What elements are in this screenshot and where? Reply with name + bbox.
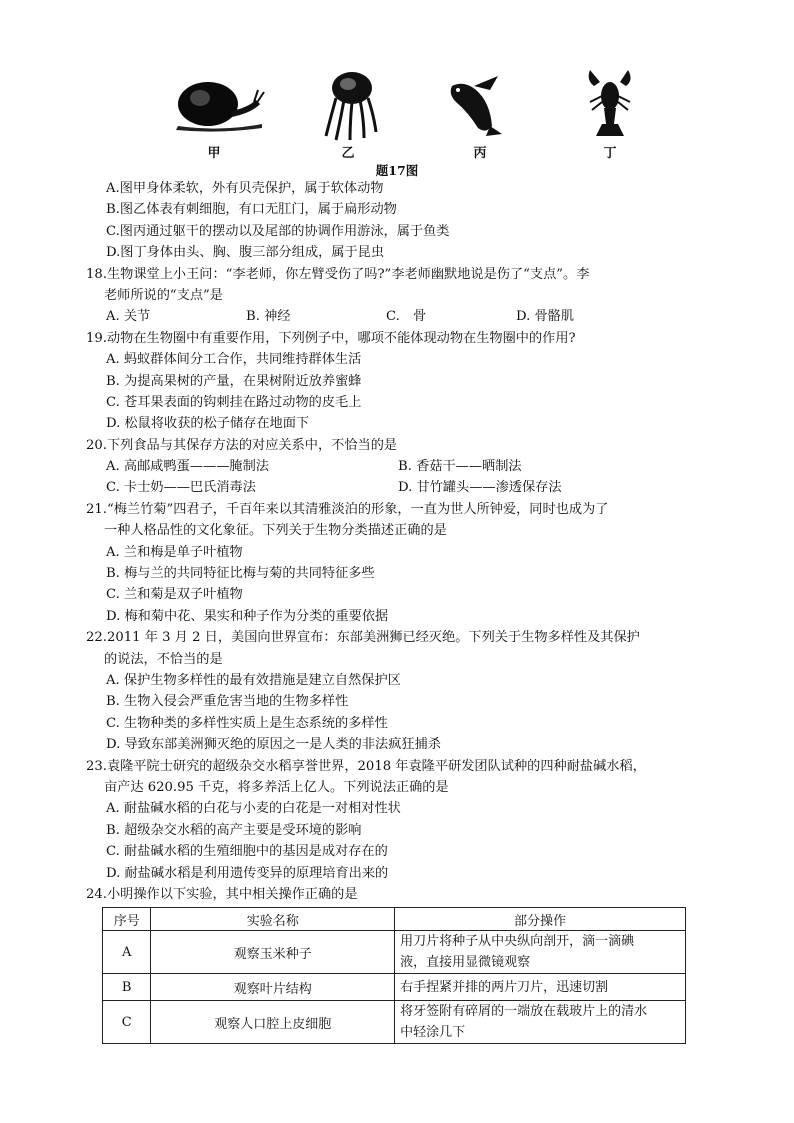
question-list xyxy=(86,178,686,1044)
q19-option-c: C. 苍耳果表面的钩刺挂在路过动物的皮毛上 xyxy=(106,394,362,410)
q18-stem-cont: 老师所说的“支点”是 xyxy=(104,287,223,303)
q17-option-d: D.图丁身体由头、胸、腹三部分组成，属于昆虫 xyxy=(106,245,385,261)
q18-options xyxy=(86,306,686,327)
row-b-id: B xyxy=(103,974,151,1001)
q24-table xyxy=(102,907,686,1044)
snail-icon xyxy=(170,80,270,132)
q23-option-d: D. 耐盐碱水稻是利用遗传变异的原理培育出来的 xyxy=(106,865,389,881)
q20-options-row1 xyxy=(86,456,686,477)
row-a-op xyxy=(395,931,686,974)
q21-stem-cont: 一种人格品性的文化象征。下列关于生物分类描述正确的是 xyxy=(104,523,447,539)
q20-option-a: A. 高邮咸鸭蛋———腌制法 xyxy=(106,459,269,475)
q19-option-d: D. 松鼠将收获的松子储存在地面下 xyxy=(106,416,310,432)
row-b-op xyxy=(395,974,686,1001)
q18-option-b: B. 神经 xyxy=(246,309,291,325)
q21-option-b: B. 梅与兰的共同特征比梅与菊的共同特征多些 xyxy=(106,566,375,582)
q22-option-a: A. 保护生物多样性的最有效措施是建立自然保护区 xyxy=(106,672,401,688)
q21-stem: 21.“梅兰竹菊”四君子，千百年来以其清雅淡泊的形象，一直为世人所钟爱，同时也成为了 xyxy=(86,501,609,517)
table-header-row xyxy=(103,908,686,931)
q23-option-a: A. 耐盐碱水稻的白花与小麦的白花是一对相对性状 xyxy=(106,801,401,817)
crayfish-icon xyxy=(580,66,640,140)
q24-stem: 24.小明操作以下实验，其中相关操作正确的是 xyxy=(86,886,358,902)
q22-option-b: B. 生物入侵会严重危害当地的生物多样性 xyxy=(106,694,349,710)
q23-option-c: C. 耐盐碱水稻的生殖细胞中的基因是成对存在的 xyxy=(106,844,388,860)
header-operation: 部分操作 xyxy=(395,908,686,931)
figure-label-ding: 丁 xyxy=(603,146,617,161)
q17-option-a: A.图甲身体柔软，外有贝壳保护，属于软体动物 xyxy=(106,181,384,196)
q23-stem: 23.袁隆平院士研究的超级杂交水稻享誉世界，2018 年袁隆平研发团队试种的四种耐盐碱水稻， xyxy=(86,758,646,774)
q22-option-d: D. 导致东部美洲狮灭绝的原因之一是人类的非法疯狂捕杀 xyxy=(106,737,441,753)
q22-option-c: C. 生物种类的多样性实质上是生态系统的多样性 xyxy=(106,715,388,731)
q20-option-b: B. 香菇干——晒制法 xyxy=(398,459,522,475)
header-index: 序号 xyxy=(103,908,151,931)
table-row xyxy=(103,931,686,974)
q18-option-d: D. 骨骼肌 xyxy=(516,309,575,325)
row-c-op xyxy=(395,1001,686,1044)
figure-label-yi: 乙 xyxy=(341,146,355,161)
row-a-id: A xyxy=(103,931,151,974)
figure-label-bing: 丙 xyxy=(473,146,487,161)
q19-stem: 19.动物在生物圈中有重要作用，下列例子中，哪项不能体现动物在生物圈中的作用? xyxy=(86,330,576,346)
q18-option-c: C. 骨 xyxy=(386,309,427,325)
q23-option-b: B. 超级杂交水稻的高产主要是受环境的影响 xyxy=(106,822,362,838)
table-row xyxy=(103,974,686,1001)
q19-option-a: A. 蚂蚁群体间分工合作，共同维持群体生活 xyxy=(106,352,362,368)
row-a-name: 观察玉米种子 xyxy=(151,931,395,974)
q19-option-b: B. 为提高果树的产量，在果树附近放养蜜蜂 xyxy=(106,373,362,389)
row-b-op-line1: 右手捏紧并排的两片刀片，迅速切割 xyxy=(400,979,609,995)
q20-option-d: D. 甘竹罐头——渗透保存法 xyxy=(398,480,562,496)
header-experiment: 实验名称 xyxy=(151,908,395,931)
row-c-op-line2: 中轻涂几下 xyxy=(400,1025,466,1041)
jellyfish-icon xyxy=(320,70,384,142)
figure-label-jia: 甲 xyxy=(207,146,221,161)
q20-stem: 20.下列食品与其保存方法的对应关系中，不恰当的是 xyxy=(86,437,398,453)
figure-caption: 题17图 xyxy=(375,163,419,178)
row-c-op-line1: 将牙签附有碎屑的一端放在载玻片上的清水 xyxy=(400,1004,648,1020)
q17-option-c: C.图丙通过躯干的摆动以及尾部的协调作用游泳，属于鱼类 xyxy=(106,223,450,239)
q20-options-row2 xyxy=(86,477,686,498)
q22-stem: 22.2011 年 3 月 2 日，美国向世界宣布：东部美洲狮已经灭绝。下列关于生物多样性及其保护 xyxy=(86,630,640,646)
q22-stem-cont: 的说法，不恰当的是 xyxy=(104,651,223,667)
row-c-name: 观察人口腔上皮细胞 xyxy=(151,1001,395,1044)
q20-option-c: C. 卡士奶——巴氏消毒法 xyxy=(106,480,256,496)
row-c-id: C xyxy=(103,1001,151,1044)
figure-17 xyxy=(140,62,660,172)
q21-option-c: C. 兰和菊是双子叶植物 xyxy=(106,587,243,603)
row-a-op-line2: 液，直接用显微镜观察 xyxy=(400,955,531,971)
q21-option-a: A. 兰和梅是单子叶植物 xyxy=(106,544,243,560)
fish-icon xyxy=(446,72,506,138)
row-a-op-line1: 用刀片将种子从中央纵向剖开，滴一滴碘 xyxy=(400,934,635,950)
q21-option-d: D. 梅和菊中花、果实和种子作为分类的重要依据 xyxy=(106,608,389,624)
table-row xyxy=(103,1001,686,1044)
q17-option-b: B.图乙体表有刺细胞，有口无肛门，属于扁形动物 xyxy=(106,202,397,218)
q23-stem-cont: 亩产达 620.95 千克，将多养活上亿人。下列说法正确的是 xyxy=(104,779,449,795)
q18-stem: 18.生物课堂上小王问：“李老师，你左臂受伤了吗?”李老师幽默地说是伤了“支点”。李 xyxy=(86,266,590,282)
q18-option-a: A. 关节 xyxy=(106,309,151,325)
row-b-name: 观察叶片结构 xyxy=(151,974,395,1001)
